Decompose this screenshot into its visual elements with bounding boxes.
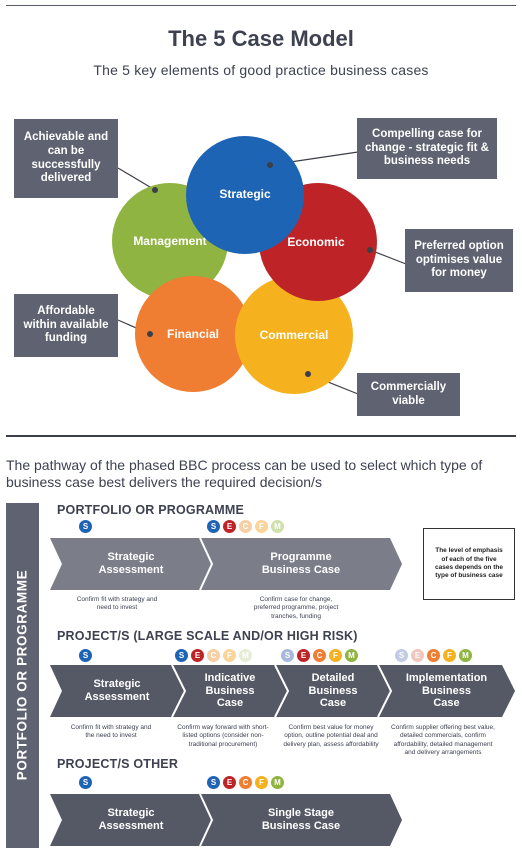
badge-f: F: [329, 649, 342, 662]
heading-project-large: PROJECT/S (LARGE SCALE AND/OR HIGH RISK): [57, 629, 358, 643]
badge-m: M: [239, 649, 252, 662]
badge-m: M: [271, 776, 284, 789]
heading-project-other: PROJECT/S OTHER: [57, 757, 179, 771]
badge-e: E: [191, 649, 204, 662]
badge-s: S: [79, 520, 92, 533]
desc-indicative: Confirm way forward with short-listed options (consider non-traditional procurement): [177, 724, 269, 748]
badge-f: F: [443, 649, 456, 662]
callout-commercial-text: Commercially viable: [370, 380, 447, 407]
desc-programme-business-case: Confirm case for change, preferred programme, project tranches, funding: [253, 596, 339, 620]
desc-implementation: Confirm supplier offering best value, detailed commercials, confirm affordability, detailed management and delivery arrangements: [391, 724, 495, 757]
step-line: Strategic: [107, 807, 155, 820]
badge-f: F: [223, 649, 236, 662]
callout-strategic-text: Compelling case for change - strategic fit & business needs: [365, 127, 489, 168]
step-line: Assessment: [84, 691, 150, 703]
step-line: Strategic: [93, 678, 141, 691]
heading-portfolio: PORTFOLIO OR PROGRAMME: [57, 503, 245, 517]
financial-circle-label: Financial: [166, 327, 219, 341]
step-line: Case: [433, 697, 460, 710]
step-programme-business-case: [212, 538, 390, 590]
step-line: Detailed: [311, 672, 355, 685]
step-implementation-business-case: [391, 665, 502, 717]
step-detailed-business-case: [288, 665, 378, 717]
badge-m: M: [459, 649, 472, 662]
step-line: Case: [319, 697, 347, 710]
callout-economic-text: Preferred option optimises value for money: [414, 239, 504, 280]
page-title: The 5 Case Model: [168, 26, 354, 51]
step-other-strategic-assessment: [62, 794, 200, 846]
badge-c: C: [207, 649, 220, 662]
badge-s: S: [79, 649, 92, 662]
step-line: Business: [308, 684, 358, 697]
badge-c: C: [239, 776, 252, 789]
economic-circle-label: Economic: [287, 235, 345, 249]
badge-e: E: [297, 649, 310, 662]
side-bar-label: PORTFOLIO OR PROGRAMME: [14, 569, 30, 781]
step-line: Assessment: [98, 564, 164, 576]
badge-c: C: [313, 649, 326, 662]
step-line: Programme: [270, 551, 332, 564]
step-line: Business: [205, 684, 255, 697]
badge-e: E: [223, 776, 236, 789]
step-line: Implementation: [405, 672, 488, 685]
badge-s: S: [207, 520, 220, 533]
step-line: Business Case: [261, 820, 341, 832]
step-line: Single Stage: [267, 807, 334, 820]
strategic-circle-label: Strategic: [219, 187, 271, 201]
desc-project-strategic: Confirm fit with strategy and the need to invest: [70, 724, 152, 740]
callout-management-text: Achievable and can be successfully delivered: [23, 130, 109, 185]
badge-c: C: [239, 520, 252, 533]
badge-f: F: [255, 520, 268, 533]
step-line: Case: [216, 697, 244, 710]
badge-c: C: [427, 649, 440, 662]
step-project-strategic-assessment: [62, 665, 172, 717]
pathway-intro: The pathway of the phased BBC process can be used to select which type of business case best delivers the required decision/s: [6, 457, 483, 490]
step-portfolio-strategic-assessment: [62, 538, 200, 590]
emphasis-note-text: The level of emphasis of each of the five cases depends on the type of business case: [435, 547, 503, 580]
step-line: Indicative: [204, 672, 256, 685]
desc-detailed: Confirm best value for money option, outline potential deal and delivery plan, assess affordability: [283, 724, 379, 748]
management-circle-label: Management: [133, 234, 207, 248]
step-line: Business: [422, 684, 471, 697]
callout-financial-text: Affordable within available funding: [23, 304, 109, 345]
desc-portfolio-strategic: Confirm fit with strategy and need to invest: [76, 596, 158, 612]
badge-s: S: [175, 649, 188, 662]
badge-e: E: [223, 520, 236, 533]
commercial-circle-label: Commercial: [259, 328, 329, 342]
badge-f: F: [255, 776, 268, 789]
badge-s: S: [207, 776, 220, 789]
step-line: Assessment: [98, 820, 164, 832]
step-indicative-business-case: [185, 665, 275, 717]
step-single-stage-business-case: [212, 794, 390, 846]
badge-m: M: [271, 520, 284, 533]
badge-s: S: [395, 649, 408, 662]
badge-m: M: [345, 649, 358, 662]
page-subtitle: The 5 key elements of good practice business cases: [93, 62, 429, 78]
step-line: Business Case: [261, 564, 341, 576]
badge-s: S: [281, 649, 294, 662]
step-line: Strategic: [107, 551, 155, 564]
badge-e: E: [411, 649, 424, 662]
badge-s: S: [79, 776, 92, 789]
